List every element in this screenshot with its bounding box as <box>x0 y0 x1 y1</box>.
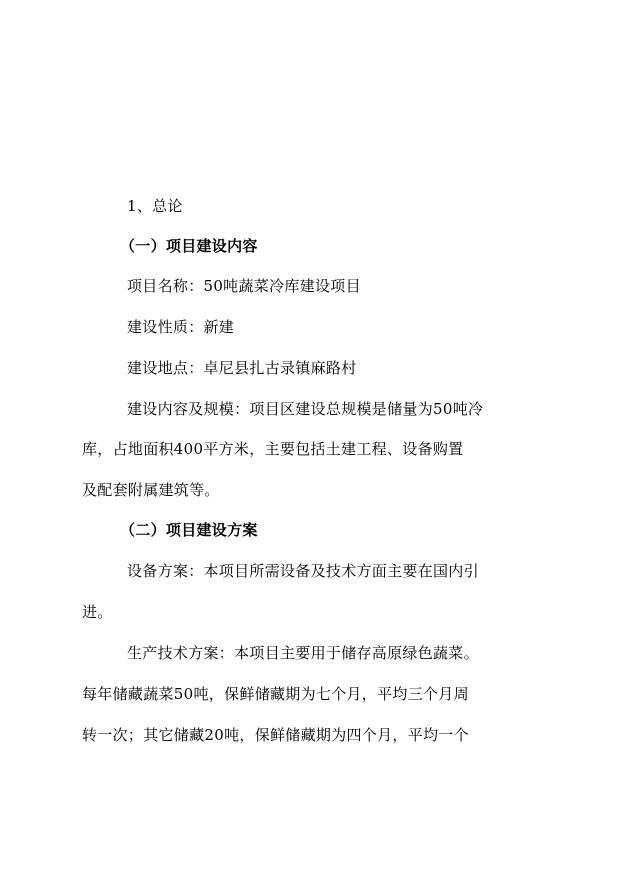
equipment-paragraph-line-1: 设备方案：本项目所需设备及技术方面主要在国内引 <box>127 562 479 580</box>
equipment-paragraph-line-2: 进。 <box>82 603 113 621</box>
section-heading: 1、总论 <box>127 197 183 215</box>
tech-paragraph-line-2: 每年储藏蔬菜50吨，保鲜储藏期为七个月，平均三个月周 <box>82 685 469 703</box>
tech-paragraph-line-3: 转一次；其它储藏20吨，保鲜储藏期为四个月，平均一个 <box>82 726 469 744</box>
content-paragraph-line-3: 及配套附属建筑等。 <box>82 481 220 499</box>
content-paragraph-line-1: 建设内容及规模：项目区建设总规模是储量为50吨冷 <box>127 400 484 418</box>
tech-paragraph-line-1: 生产技术方案：本项目主要用于储存高原绿色蔬菜。 <box>127 644 479 662</box>
construction-location-line: 建设地点：卓尼县扎古录镇麻路村 <box>127 359 357 377</box>
subsection-heading-1: （一）项目建设内容 <box>120 237 258 255</box>
project-name-line: 项目名称：50吨蔬菜冷库建设项目 <box>127 277 361 295</box>
content-paragraph-line-2: 库，占地面积400平方米，主要包括土建工程、设备购置 <box>82 440 464 458</box>
construction-nature-line: 建设性质：新建 <box>127 318 235 336</box>
subsection-heading-2: （二）项目建设方案 <box>120 521 258 539</box>
